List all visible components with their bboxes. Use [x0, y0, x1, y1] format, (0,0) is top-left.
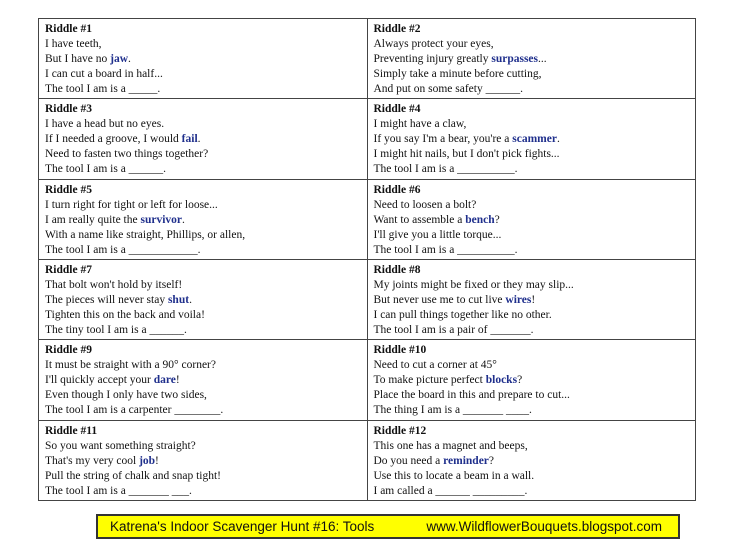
riddle-cell	[367, 99, 696, 179]
riddle-text: I might hit nails, but I don't pick fights...	[373, 148, 560, 161]
riddle-keyword: reminder	[443, 454, 489, 467]
riddle-punct: ?	[517, 374, 523, 387]
riddle-text: My joints might be fixed or they may slip...	[373, 278, 574, 291]
riddle-text: With a name like straight, Phillips, or allen,	[45, 228, 246, 241]
riddle-line	[374, 484, 691, 499]
riddle-text: Even though I only have two sides,	[45, 389, 207, 402]
riddle-keyword: wires	[505, 293, 532, 306]
riddle-punct: !	[175, 374, 180, 387]
riddle-title: Riddle #11	[45, 424, 98, 437]
riddle-punct: ?	[488, 454, 495, 467]
riddle-row	[39, 179, 696, 259]
riddle-punct: .	[556, 133, 560, 146]
riddle-line	[374, 52, 691, 67]
riddle-line	[374, 67, 691, 82]
riddle-text: The thing I am is a _______ ____.	[373, 404, 532, 417]
riddle-text: So you want something straight?	[45, 439, 196, 452]
riddle-text: That's my very cool	[45, 454, 140, 467]
riddle-keyword: shut	[167, 293, 190, 306]
riddle-text: I can cut a board in half...	[45, 68, 163, 80]
riddle-text: The tool I am is a _______ ___.	[45, 484, 192, 497]
riddle-line	[374, 278, 691, 293]
riddle-text: The tool I am is a __________.	[373, 163, 518, 176]
riddle-line	[45, 198, 362, 213]
riddle-line	[45, 358, 362, 373]
riddle-keyword: surpasses	[491, 53, 539, 65]
riddle-cell	[367, 19, 696, 99]
riddle-line	[45, 213, 362, 228]
riddle-cell	[367, 340, 696, 420]
riddle-line	[374, 198, 691, 213]
riddle-line	[374, 403, 691, 418]
riddle-punct: .	[189, 293, 192, 306]
riddle-line	[45, 162, 362, 177]
riddle-text: That bolt won't hold by itself!	[45, 278, 183, 291]
riddle-line	[374, 37, 691, 52]
riddle-line	[374, 293, 691, 308]
riddle-title: Riddle #7	[45, 263, 92, 276]
riddle-line	[374, 147, 691, 162]
riddle-punct: ...	[538, 53, 547, 65]
riddle-line	[45, 243, 362, 258]
riddle-keyword: jaw	[110, 53, 129, 65]
riddle-keyword: scammer	[512, 133, 557, 146]
riddle-text: The tool I am is a __________.	[373, 243, 518, 256]
riddle-line	[374, 308, 691, 323]
riddle-cell	[39, 420, 368, 500]
riddle-line	[45, 82, 362, 97]
riddle-text: I'll quickly accept your	[45, 374, 154, 387]
riddle-row	[39, 19, 696, 99]
footer-banner	[96, 514, 680, 539]
riddle-cell	[39, 259, 368, 339]
riddle-cell	[39, 99, 368, 179]
riddle-text: I have teeth,	[45, 38, 102, 50]
riddle-line	[374, 469, 691, 484]
riddle-title: Riddle #6	[373, 183, 421, 196]
riddle-text: And put on some safety ______.	[373, 83, 523, 95]
riddle-text: The tiny tool I am is a ______.	[45, 323, 187, 336]
riddle-cell	[39, 340, 368, 420]
riddle-line	[45, 37, 362, 52]
riddle-text: Need to fasten two things together?	[45, 148, 209, 161]
riddle-text: The tool I am is a carpenter ________.	[45, 404, 224, 417]
riddle-title: Riddle #1	[45, 23, 92, 35]
riddle-text: I might have a claw,	[373, 118, 467, 131]
riddle-title: Riddle #5	[45, 183, 92, 196]
riddle-text: The pieces will never stay	[45, 293, 168, 306]
riddle-keyword: fail	[181, 133, 198, 146]
riddle-text: Tighten this on the back and voila!	[45, 308, 205, 321]
riddle-row	[39, 99, 696, 179]
riddle-title: Riddle #10	[373, 344, 427, 357]
riddle-cell	[367, 179, 696, 259]
riddle-punct: .	[197, 133, 201, 146]
riddle-line	[45, 323, 362, 338]
riddle-line	[45, 388, 362, 403]
riddle-keyword: job	[139, 454, 156, 467]
riddle-line	[374, 373, 691, 388]
riddle-text: To make picture perfect	[373, 374, 486, 387]
riddle-title: Riddle #9	[45, 344, 92, 357]
riddle-line	[45, 52, 362, 67]
riddle-text: Simply take a minute before cutting,	[373, 68, 542, 80]
riddle-text: It must be straight with a 90° corner?	[45, 359, 216, 372]
riddle-line	[374, 228, 691, 243]
riddle-line	[374, 388, 691, 403]
riddle-row	[39, 340, 696, 420]
riddle-text: But never use me to cut live	[373, 293, 506, 306]
riddle-line	[374, 162, 691, 177]
riddle-line	[45, 278, 362, 293]
riddle-cell	[39, 179, 368, 259]
riddle-text: I am called a ______ _________.	[373, 484, 528, 497]
riddle-text: If I needed a groove, I would	[45, 133, 182, 146]
riddle-line	[45, 469, 362, 484]
riddle-line	[374, 323, 691, 338]
riddle-line	[45, 67, 362, 82]
riddle-keyword: blocks	[485, 374, 518, 387]
riddle-text: This one has a magnet and beeps,	[373, 439, 528, 452]
riddle-text: I am really quite the	[45, 213, 141, 226]
riddle-line	[374, 243, 691, 258]
riddle-line	[45, 147, 362, 162]
riddle-punct: !	[531, 293, 536, 306]
riddle-text: Need to loosen a bolt?	[373, 198, 477, 211]
riddle-text: I have a head but no eyes.	[45, 118, 165, 131]
riddle-text: But I have no	[45, 53, 111, 65]
riddle-punct: !	[155, 454, 159, 467]
riddle-line	[45, 228, 362, 243]
riddle-line	[374, 358, 691, 373]
riddle-line	[374, 213, 691, 228]
riddle-line	[45, 373, 362, 388]
riddle-line	[45, 293, 362, 308]
riddle-text: Need to cut a corner at 45°	[373, 359, 497, 372]
riddle-line	[45, 484, 362, 499]
riddle-keyword: bench	[465, 213, 495, 226]
footer-website: www.WildflowerBouquets.blogspot.com	[426, 519, 662, 534]
riddle-cell	[367, 420, 696, 500]
riddle-line	[45, 132, 362, 147]
riddle-text: Pull the string of chalk and snap tight!	[45, 469, 221, 482]
riddle-text: The tool I am is a pair of _______.	[373, 323, 534, 336]
riddle-title: Riddle #4	[373, 103, 421, 116]
riddle-title: Riddle #8	[373, 263, 421, 276]
riddle-line	[374, 117, 691, 132]
riddle-title: Riddle #12	[373, 424, 427, 437]
riddle-line	[45, 117, 362, 132]
riddle-line	[45, 454, 362, 469]
riddle-text: I turn right for tight or left for loose...	[45, 198, 218, 211]
riddle-row	[39, 420, 696, 500]
riddle-keyword: survivor	[140, 213, 183, 226]
riddle-table	[38, 18, 696, 501]
riddle-punct: ?	[494, 213, 500, 226]
riddle-line	[45, 308, 362, 323]
riddle-line	[45, 439, 362, 454]
riddle-text: If you say I'm a bear, you're a	[373, 133, 513, 146]
riddle-text: Preventing injury greatly	[373, 53, 492, 65]
riddle-text: The tool I am is a _____.	[45, 83, 161, 95]
riddle-text: I'll give you a little torque...	[373, 228, 502, 241]
riddle-cell	[367, 259, 696, 339]
riddle-line	[374, 454, 691, 469]
riddle-line	[374, 439, 691, 454]
riddle-text: Place the board in this and prepare to cut...	[373, 389, 570, 402]
riddle-row	[39, 259, 696, 339]
riddle-title: Riddle #3	[45, 103, 92, 116]
riddle-text: Use this to locate a beam in a wall.	[373, 469, 535, 482]
riddle-text: The tool I am is a ____________.	[45, 243, 201, 256]
riddle-text: Do you need a	[373, 454, 444, 467]
riddle-text: Always protect your eyes,	[373, 38, 494, 50]
riddle-cell	[39, 19, 368, 99]
footer-title: Katrena's Indoor Scavenger Hunt #16: Tools	[110, 519, 375, 534]
riddle-text: Want to assemble a	[373, 213, 466, 226]
riddle-keyword: dare	[153, 374, 176, 387]
riddle-title: Riddle #2	[373, 23, 421, 35]
riddle-text: The tool I am is a ______.	[45, 163, 167, 176]
riddle-line	[374, 82, 691, 97]
riddle-punct: .	[182, 213, 185, 226]
riddle-line	[374, 132, 691, 147]
riddle-text: I can pull things together like no other.	[373, 308, 552, 321]
riddle-line	[45, 403, 362, 418]
riddle-punct: .	[128, 53, 131, 65]
